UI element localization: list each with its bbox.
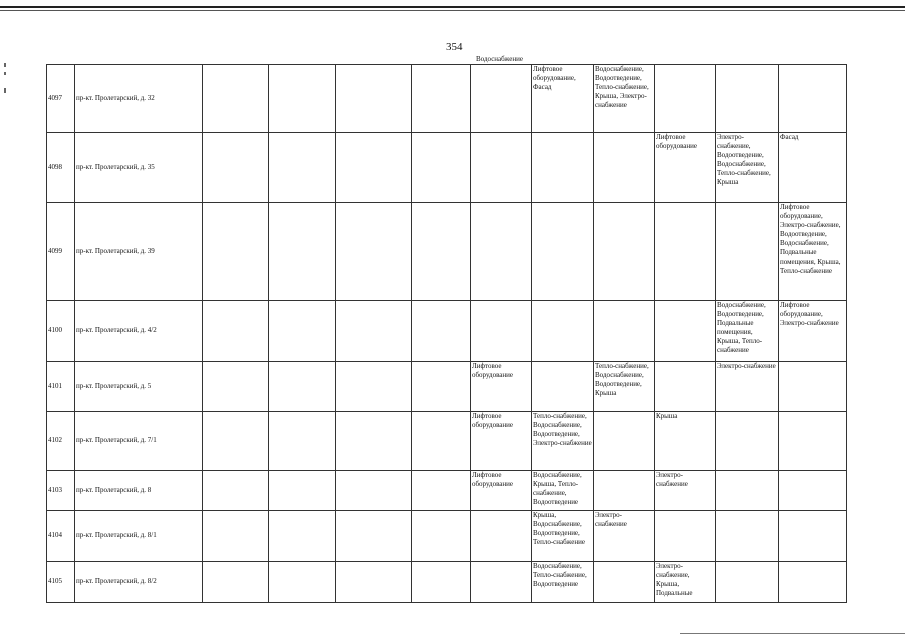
work-cell: Электро-снабжение bbox=[594, 511, 655, 562]
work-cell bbox=[269, 65, 336, 133]
work-cell: Крыша bbox=[655, 412, 716, 471]
work-cell bbox=[412, 511, 471, 562]
address-cell: пр-кт. Пролетарский, д. 8/2 bbox=[75, 562, 203, 603]
table-row bbox=[47, 562, 847, 603]
work-cell: Лифтовое оборудование bbox=[471, 471, 532, 511]
top-rule-thin bbox=[0, 10, 905, 11]
work-cell bbox=[779, 412, 847, 471]
work-cell bbox=[471, 65, 532, 133]
scan-mark bbox=[4, 88, 6, 93]
work-cell: Электро-снабжение, Водоотведение, Водоснабжение, Тепло-снабжение, Крыша bbox=[716, 133, 779, 203]
work-cell bbox=[269, 203, 336, 301]
row-number: 4101 bbox=[47, 362, 75, 412]
work-cell bbox=[203, 301, 269, 362]
table-row bbox=[47, 511, 847, 562]
work-cell bbox=[594, 562, 655, 603]
work-cell bbox=[471, 203, 532, 301]
work-cell: Лифтовое оборудование bbox=[471, 362, 532, 412]
work-cell: Водоснабжение, Крыша, Тепло-снабжение, Водоотведение bbox=[532, 471, 594, 511]
work-cell bbox=[269, 511, 336, 562]
work-cell bbox=[779, 362, 847, 412]
table-row bbox=[47, 362, 847, 412]
work-cell: Электро-снабжение bbox=[655, 471, 716, 511]
address-cell: пр-кт. Пролетарский, д. 8/1 bbox=[75, 511, 203, 562]
bottom-rule bbox=[680, 633, 905, 634]
address-cell: пр-кт. Пролетарский, д. 39 bbox=[75, 203, 203, 301]
work-cell: Тепло-снабжение, Водоснабжение, Водоотведение, Крыша bbox=[594, 362, 655, 412]
work-cell: Водоснабжение, Водоотведение, Подвальные помещения, Крыша, Тепло-снабжение bbox=[716, 301, 779, 362]
work-cell bbox=[336, 133, 412, 203]
carry-over-text: Водоснабжение bbox=[476, 55, 524, 63]
row-number: 4098 bbox=[47, 133, 75, 203]
work-cell bbox=[336, 65, 412, 133]
address-cell: пр-кт. Пролетарский, д. 7/1 bbox=[75, 412, 203, 471]
work-cell bbox=[532, 362, 594, 412]
work-cell: Лифтовое оборудование bbox=[655, 133, 716, 203]
address-cell: пр-кт. Пролетарский, д. 4/2 bbox=[75, 301, 203, 362]
work-cell bbox=[336, 511, 412, 562]
work-cell bbox=[471, 301, 532, 362]
work-cell: Лифтовое оборудование, Электро-снабжение, Водоотведение, Водоснабжение, Подвальные помещения, Крыша, Тепло-снабжение bbox=[779, 203, 847, 301]
work-cell bbox=[594, 133, 655, 203]
work-cell: Тепло-снабжение, Водоснабжение, Водоотведение, Электро-снабжение bbox=[532, 412, 594, 471]
work-cell bbox=[336, 362, 412, 412]
work-cell bbox=[471, 562, 532, 603]
work-cell: Водоснабжение, Тепло-снабжение, Водоотведение bbox=[532, 562, 594, 603]
work-cell bbox=[716, 203, 779, 301]
work-cell: Электро-снабжение, Крыша, Подвальные bbox=[655, 562, 716, 603]
row-number: 4097 bbox=[47, 65, 75, 133]
work-cell bbox=[203, 511, 269, 562]
work-cell bbox=[412, 562, 471, 603]
work-cell bbox=[532, 203, 594, 301]
work-cell bbox=[594, 412, 655, 471]
work-cell bbox=[594, 301, 655, 362]
work-cell bbox=[336, 471, 412, 511]
work-cell bbox=[412, 471, 471, 511]
work-cell bbox=[269, 133, 336, 203]
address-cell: пр-кт. Пролетарский, д. 8 bbox=[75, 471, 203, 511]
work-cell bbox=[779, 471, 847, 511]
work-cell bbox=[532, 301, 594, 362]
work-cell bbox=[203, 471, 269, 511]
work-cell bbox=[716, 511, 779, 562]
work-cell bbox=[203, 203, 269, 301]
work-cell bbox=[203, 412, 269, 471]
work-cell bbox=[471, 511, 532, 562]
work-cell bbox=[594, 203, 655, 301]
table-row bbox=[47, 65, 847, 133]
work-cell bbox=[716, 412, 779, 471]
work-cell: Лифтовое оборудование, Фасад bbox=[532, 65, 594, 133]
work-cell bbox=[655, 65, 716, 133]
top-rule-thick bbox=[0, 6, 905, 8]
row-number: 4099 bbox=[47, 203, 75, 301]
work-cell bbox=[655, 362, 716, 412]
row-number: 4102 bbox=[47, 412, 75, 471]
work-cell: Лифтовое оборудование bbox=[471, 412, 532, 471]
work-cell bbox=[203, 133, 269, 203]
table-row bbox=[47, 412, 847, 471]
work-cell: Крыша, Водоснабжение, Водоотведение, Тепло-снабжение bbox=[532, 511, 594, 562]
table-row bbox=[47, 301, 847, 362]
work-cell bbox=[269, 471, 336, 511]
work-cell bbox=[412, 65, 471, 133]
work-cell bbox=[655, 301, 716, 362]
work-cell bbox=[336, 562, 412, 603]
work-cell bbox=[203, 362, 269, 412]
work-cell bbox=[716, 562, 779, 603]
work-cell bbox=[269, 412, 336, 471]
page-number: 354 bbox=[446, 41, 463, 53]
work-cell bbox=[269, 362, 336, 412]
work-cell bbox=[336, 301, 412, 362]
work-cell bbox=[412, 412, 471, 471]
works-schedule-table bbox=[46, 64, 847, 603]
work-cell bbox=[655, 203, 716, 301]
work-cell bbox=[412, 362, 471, 412]
scan-mark bbox=[4, 72, 6, 75]
work-cell bbox=[716, 65, 779, 133]
scan-mark bbox=[4, 63, 6, 67]
work-cell bbox=[779, 65, 847, 133]
address-cell: пр-кт. Пролетарский, д. 5 bbox=[75, 362, 203, 412]
work-cell bbox=[716, 471, 779, 511]
work-cell bbox=[532, 133, 594, 203]
row-number: 4100 bbox=[47, 301, 75, 362]
table-row bbox=[47, 471, 847, 511]
work-cell: Электро-снабжение bbox=[716, 362, 779, 412]
work-cell bbox=[412, 301, 471, 362]
work-cell bbox=[203, 65, 269, 133]
work-cell bbox=[779, 511, 847, 562]
work-cell bbox=[471, 133, 532, 203]
work-cell bbox=[336, 412, 412, 471]
row-number: 4105 bbox=[47, 562, 75, 603]
table-row bbox=[47, 203, 847, 301]
table-row bbox=[47, 133, 847, 203]
work-cell bbox=[655, 511, 716, 562]
work-cell: Фасад bbox=[779, 133, 847, 203]
work-cell bbox=[412, 203, 471, 301]
address-cell: пр-кт. Пролетарский, д. 35 bbox=[75, 133, 203, 203]
work-cell: Лифтовое оборудование, Электро-снабжение bbox=[779, 301, 847, 362]
work-cell bbox=[269, 562, 336, 603]
address-cell: пр-кт. Пролетарский, д. 32 bbox=[75, 65, 203, 133]
row-number: 4103 bbox=[47, 471, 75, 511]
work-cell bbox=[412, 133, 471, 203]
work-cell bbox=[269, 301, 336, 362]
work-cell bbox=[594, 471, 655, 511]
work-cell bbox=[779, 562, 847, 603]
work-cell: Водоснабжение, Водоотведение, Тепло-снабжение, Крыша, Электро-снабжение bbox=[594, 65, 655, 133]
work-cell bbox=[336, 203, 412, 301]
work-cell bbox=[203, 562, 269, 603]
row-number: 4104 bbox=[47, 511, 75, 562]
